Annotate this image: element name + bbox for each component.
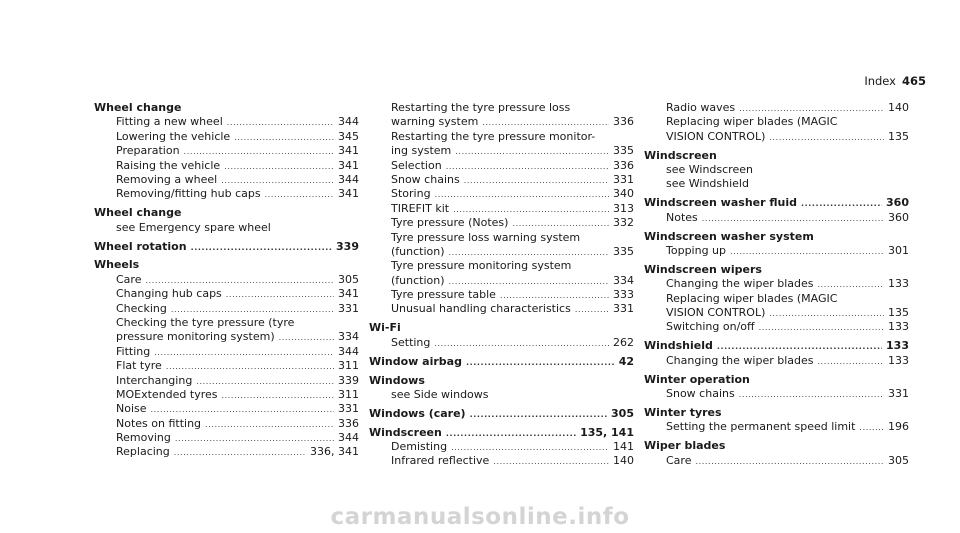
dot-leader [859,421,884,435]
dot-leader [175,432,334,446]
page-reference[interactable]: 335 [613,144,634,158]
page-reference[interactable]: 135 [888,306,909,320]
dot-leader [739,388,884,402]
page-reference[interactable]: 340 [613,187,634,201]
page-reference[interactable]: 345 [338,129,359,143]
index-subentry[interactable] [369,274,634,288]
index-subentry[interactable] [94,374,359,388]
entry-text: Removing a wheel [116,172,218,186]
page-reference[interactable]: 336 [338,416,359,430]
entry-text: Windscreen wipers [644,262,762,276]
page-reference[interactable]: 141 [613,440,634,454]
index-subentry[interactable] [94,345,359,359]
page-reference[interactable]: 305 [611,406,634,420]
index-subentry [644,163,909,177]
dot-leader [446,160,609,174]
page-reference[interactable]: 42 [618,354,634,368]
page-reference[interactable]: 140 [613,454,634,468]
page-reference[interactable]: 301 [888,244,909,258]
page-reference[interactable]: 133 [888,277,909,291]
index-subentry[interactable] [94,431,359,445]
page-reference[interactable]: 335 [613,244,634,258]
index-subentry [369,101,634,115]
entry-text: Changing the wiper blades [666,353,814,367]
entry-text: (function) [391,244,445,258]
dot-leader [702,212,884,226]
page-reference[interactable]: 360 [886,196,909,210]
entry-text: Setting [391,335,431,349]
entry-text: Topping up [666,244,727,258]
page-number: 465 [901,74,926,88]
dot-leader [166,360,334,374]
entry-text: Windows [369,373,425,387]
index-heading[interactable] [94,240,359,254]
page-header [864,74,926,88]
index-heading[interactable] [369,426,634,440]
entry-text: Tyre pressure loss warning system [391,230,581,244]
page-reference[interactable]: 305 [888,453,909,467]
index-subentry [94,316,359,330]
index-heading [644,373,909,387]
dot-leader [446,427,576,441]
index-subentry[interactable] [644,387,909,401]
index-subentry[interactable] [644,454,909,468]
dot-leader [512,217,609,231]
index-subentry[interactable] [369,159,634,173]
index-heading[interactable] [369,355,634,369]
index-subentry[interactable] [369,115,634,129]
page-reference[interactable]: 305 [338,272,359,286]
dot-leader [493,455,609,469]
page-reference[interactable]: 311 [338,359,359,373]
page-reference[interactable]: 133 [888,353,909,367]
entry-text: see Windshield [666,177,749,191]
index-subentry[interactable] [369,288,634,302]
dot-leader [769,307,884,321]
dot-leader [222,389,335,403]
entry-text: Preparation [116,144,180,158]
entry-text: VISION CONTROL) [666,129,766,143]
page-reference[interactable]: 196 [888,420,909,434]
index-heading [94,258,359,272]
entry-text: warning system [391,115,479,129]
index-subentry [644,292,909,306]
index-subentry[interactable] [369,440,634,454]
page-reference[interactable]: 336 [613,158,634,172]
dot-leader [482,116,609,130]
entry-text: pressure monitoring system) [116,330,275,344]
dot-leader [151,403,334,417]
entry-text: TIREFIT kit [391,201,450,215]
page-reference[interactable]: 313 [613,201,634,215]
dot-leader [818,278,885,292]
page-reference[interactable]: 336 [613,115,634,129]
dot-leader [466,356,615,370]
page-reference[interactable]: 344 [338,172,359,186]
dot-leader [226,288,334,302]
dot-leader [818,355,885,369]
entry-text: Fitting [116,344,151,358]
entry-text: Fitting a new wheel [116,115,223,129]
index-title: Index [864,74,896,88]
index-subentry[interactable] [644,130,909,144]
index-subentry[interactable] [94,287,359,301]
watermark-text[interactable]: carmanualsonline.info [330,504,630,530]
entry-text: Winter tyres [644,405,722,419]
page-reference[interactable]: 331 [338,301,359,315]
entry-text: Raising the vehicle [116,158,221,172]
dot-leader [717,340,882,354]
entry-text: Replacing wiper blades (MAGIC [666,291,838,305]
entry-text: Flat tyre [116,359,162,373]
index-column-2 [369,101,634,469]
entry-text: Windscreen [369,425,442,439]
page-reference[interactable]: 339 [336,239,359,253]
page-reference[interactable]: 344 [338,431,359,445]
dot-leader [279,331,334,345]
page-reference[interactable]: 135, 141 [580,425,634,439]
dot-leader [759,321,884,335]
entry-text: Wi-Fi [369,321,401,335]
entry-text: Wheel change [94,206,182,220]
index-subentry [644,177,909,191]
index-heading[interactable] [644,339,909,353]
dot-leader [455,145,609,159]
index-heading [369,374,634,388]
index-subentry[interactable] [644,277,909,291]
dot-leader [453,203,609,217]
entry-text: Windows (care) [369,406,466,420]
page-reference[interactable]: 339 [338,373,359,387]
index-subentry[interactable] [94,159,359,173]
entry-text: Windscreen washer fluid [644,196,797,210]
entry-text: Care [666,453,692,467]
index-heading[interactable] [369,407,634,421]
entry-text: Window airbag [369,354,462,368]
index-subentry [369,388,634,402]
page-reference[interactable]: 133 [888,320,909,334]
entry-text: Wheels [94,258,140,272]
index-subentry[interactable] [369,187,634,201]
entry-text: (function) [391,273,445,287]
entry-text: Wiper blades [644,439,726,453]
entry-text: Removing [116,431,171,445]
index-subentry[interactable] [369,173,634,187]
page-reference[interactable]: 262 [613,335,634,349]
dot-leader [464,174,609,188]
index-heading [94,101,359,115]
page-reference[interactable]: 135 [888,129,909,143]
dot-leader [184,145,334,159]
entry-text: Care [116,272,142,286]
dot-leader [154,346,334,360]
page-reference[interactable]: 331 [613,172,634,186]
entry-text: Wheel rotation [94,239,187,253]
index-subentry[interactable] [369,454,634,468]
entry-text: Snow chains [391,172,460,186]
index-subentry [369,259,634,273]
entry-text: ing system [391,144,452,158]
dot-leader [227,116,334,130]
index-subentry [644,115,909,129]
page-reference[interactable]: 332 [613,216,634,230]
index-subentry[interactable] [644,354,909,368]
dot-leader [769,131,884,145]
index-subentry[interactable] [94,273,359,287]
entry-text: Tyre pressure table [391,288,496,302]
index-subentry[interactable] [94,417,359,431]
dot-leader [265,188,334,202]
entry-text: Infrared reflective [391,454,490,468]
dot-leader [575,303,609,317]
page-reference[interactable]: 336, 341 [310,445,359,459]
entry-text: Unusual handling characteristics [391,302,571,316]
page-reference[interactable]: 341 [338,158,359,172]
page-reference[interactable]: 333 [613,288,634,302]
index-subentry [369,231,634,245]
index-subentry[interactable] [94,115,359,129]
dot-leader [145,274,334,288]
page-reference[interactable]: 360 [888,210,909,224]
entry-text: Changing the wiper blades [666,277,814,291]
entry-text: VISION CONTROL) [666,306,766,320]
entry-text: Replacing [116,445,170,459]
page-reference[interactable]: 331 [338,402,359,416]
index-heading [644,230,909,244]
index-subentry[interactable] [644,101,909,115]
entry-text: Tyre pressure (Notes) [391,216,509,230]
entry-text: Windshield [644,339,713,353]
index-subentry[interactable] [369,245,634,259]
dot-leader [434,337,609,351]
entry-text: Interchanging [116,373,193,387]
index-subentry [369,130,634,144]
dot-leader [801,197,882,211]
dot-leader [174,446,306,460]
page-reference[interactable]: 334 [613,273,634,287]
index-heading [94,206,359,220]
index-subentry[interactable] [369,202,634,216]
dot-leader [221,174,334,188]
index-subentry[interactable] [94,302,359,316]
index-subentry[interactable] [94,402,359,416]
index-subentry[interactable] [94,187,359,201]
entry-text: Tyre pressure monitoring system [391,259,572,273]
index-subentry[interactable] [644,320,909,334]
entry-text: see Windscreen [666,163,753,177]
dot-leader [451,441,609,455]
page-reference[interactable]: 344 [338,115,359,129]
page-reference[interactable]: 331 [613,302,634,316]
page-reference[interactable]: 341 [338,144,359,158]
page-reference[interactable]: 341 [338,187,359,201]
dot-leader [191,241,332,255]
entry-text: Selection [391,158,442,172]
dot-leader [171,303,334,317]
dot-leader [730,245,884,259]
entry-text: Switching on/off [666,320,755,334]
index-heading [369,321,634,335]
entry-text: Restarting the tyre pressure monitor- [391,129,596,143]
entry-text: Noise [116,402,147,416]
dot-leader [739,102,884,116]
entry-text: Windscreen washer system [644,229,814,243]
dot-leader [435,188,609,202]
dot-leader [196,375,334,389]
index-subentry[interactable] [644,420,909,434]
dot-leader [224,160,334,174]
index-subentry[interactable] [369,302,634,316]
index-subentry[interactable] [644,211,909,225]
entry-text: Windscreen [644,148,717,162]
dot-leader [500,289,609,303]
dot-leader [470,408,607,422]
entry-text: MOExtended tyres [116,387,218,401]
entry-text: Lowering the vehicle [116,129,231,143]
entry-text: Storing [391,187,431,201]
index-subentry[interactable] [369,216,634,230]
index-subentry[interactable] [644,306,909,320]
index-subentry[interactable] [94,330,359,344]
page-reference[interactable]: 334 [338,330,359,344]
entry-text: Restarting the tyre pressure loss [391,101,571,114]
entry-text: Notes [666,210,698,224]
index-subentry[interactable] [644,244,909,258]
page-reference[interactable]: 344 [338,344,359,358]
entry-text: Setting the permanent speed limit [666,420,856,434]
entry-text: Changing hub caps [116,287,222,301]
page-reference[interactable]: 311 [338,387,359,401]
entry-text: Replacing wiper blades (MAGIC [666,115,838,129]
page-reference[interactable]: 331 [888,387,909,401]
entry-text: see Emergency spare wheel [116,220,271,234]
dot-leader [695,455,884,469]
dot-leader [234,131,334,145]
entry-text: Removing/fitting hub caps [116,187,261,201]
index-column-3 [644,101,909,468]
index-subentry[interactable] [94,388,359,402]
page-reference[interactable]: 133 [886,339,909,353]
page-reference[interactable]: 341 [338,287,359,301]
index-column-1 [94,101,359,460]
entry-text: Demisting [391,440,448,454]
index-subentry[interactable] [94,173,359,187]
entry-text: Checking [116,301,167,315]
entry-text: Notes on fitting [116,416,202,430]
dot-leader [205,418,334,432]
index-subentry [94,221,359,235]
index-subentry[interactable] [94,130,359,144]
entry-text: Snow chains [666,387,735,401]
index-heading [644,149,909,163]
entry-text: see Side windows [391,387,489,401]
index-subentry[interactable] [94,445,359,459]
entry-text: Wheel change [94,101,182,114]
index-subentry[interactable] [369,336,634,350]
entry-text: Radio waves [666,101,736,114]
index-heading [644,263,909,277]
index-heading[interactable] [644,196,909,210]
index-subentry[interactable] [94,359,359,373]
index-heading [644,439,909,453]
dot-leader [449,275,609,289]
entry-text: Checking the tyre pressure (tyre [116,315,295,329]
index-heading [644,406,909,420]
index-subentry[interactable] [369,144,634,158]
index-subentry[interactable] [94,144,359,158]
entry-text: Winter operation [644,372,750,386]
dot-leader [449,246,609,260]
page-reference[interactable]: 140 [888,101,909,114]
